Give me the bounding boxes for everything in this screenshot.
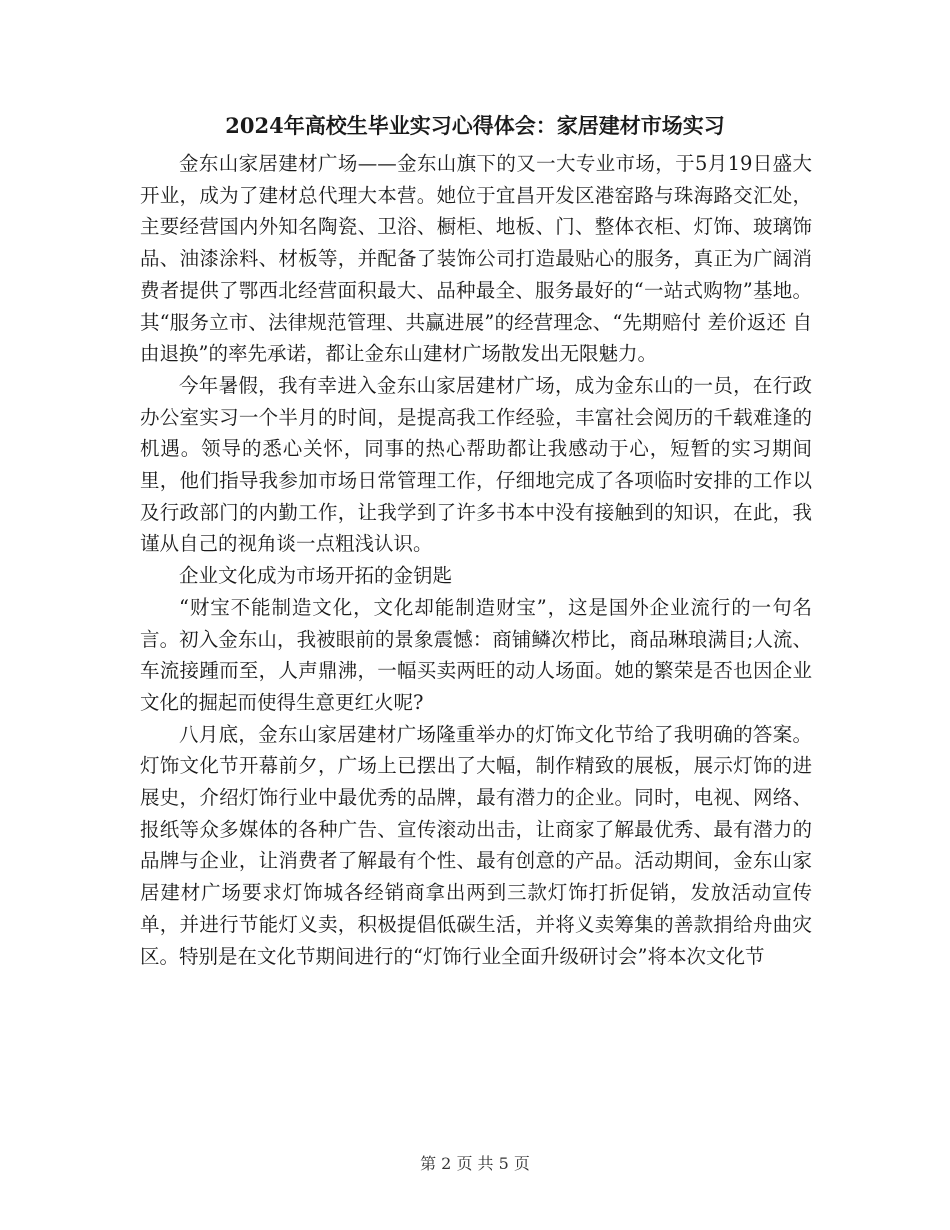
paragraph-culture-quote: “财宝不能制造文化，文化却能制造财宝”，这是国外企业流行的一句名言。初入金东山，我被眼前的景象震憾：商铺鳞次栉比，商品琳琅满目;人流、车流接踵而至，人声鼎沸，一幅买卖两旺的动人场面。她的繁荣是否也因企业文化的掘起而使得生意更红火呢? bbox=[140, 595, 812, 714]
page-number-footer: 第 2 页 共 5 页 bbox=[420, 1154, 530, 1173]
section-heading-corporate-culture: 企业文化成为市场开拓的金钥匙 bbox=[179, 564, 453, 588]
paragraph-intro: 金东山家居建材广场——金东山旗下的又一大专业市场，于5月19日盛大开业，成为了建材总代理大本营。她位于宜昌开发区港窑路与珠海路交汇处，主要经营国内外知名陶瓷、卫浴、橱柜、地板、门、整体衣柜、灯饰、玻璃饰品、油漆涂料、材板等，并配备了装饰公司打造最贴心的服务，真正为广阔消费者提供了鄂西北经营面积最大、品种最全、服务最好的“一站式购物”基地。其“服务立市、法律规范管理、共赢进展”的经营理念、“先期赔付 差价返还 自由退换”的率先承诺，都让金东山建材广场散发出无限魅力。 bbox=[140, 152, 812, 366]
document-body bbox=[140, 148, 812, 972]
paragraph-internship: 今年暑假，我有幸进入金东山家居建材广场，成为金东山的一员，在行政办公室实习一个半月的时间，是提高我工作经验，丰富社会阅历的千载难逢的机遇。领导的悉心关怀，同事的热心帮助都让我感动于心，短暂的实习期间里，他们指导我参加市场日常管理工作，仔细地完成了各项临时安排的工作以及行政部门的内勤工作，让我学到了许多书本中没有接触到的知识，在此，我谨从自己的视角谈一点粗浅认识。 bbox=[140, 373, 812, 556]
paragraph-lighting-festival: 八月底，金东山家居建材广场隆重举办的灯饰文化节给了我明确的答案。灯饰文化节开幕前夕，广场上已摆出了大幅，制作精致的展板，展示灯饰的进展史，介绍灯饰行业中最优秀的品牌，最有潜力的企业。同时，电视、网络、报纸等众多媒体的各种广告、宣传滚动出击，让商家了解最优秀、最有潜力的品牌与企业，让消费者了解最有个性、最有创意的产品。活动期间，金东山家居建材广场要求灯饰城各经销商拿出两到三款灯饰打折促销，发放活动宣传单，并进行节能灯义卖，积极提倡低碳生活，并将义卖筹集的善款捐给舟曲灾区。特别是在文化节期间进行的“灯饰行业全面升级研讨会”将本次文化节 bbox=[140, 722, 812, 968]
document-title: 2024年高校生毕业实习心得体会：家居建材市场实习 bbox=[225, 113, 725, 138]
